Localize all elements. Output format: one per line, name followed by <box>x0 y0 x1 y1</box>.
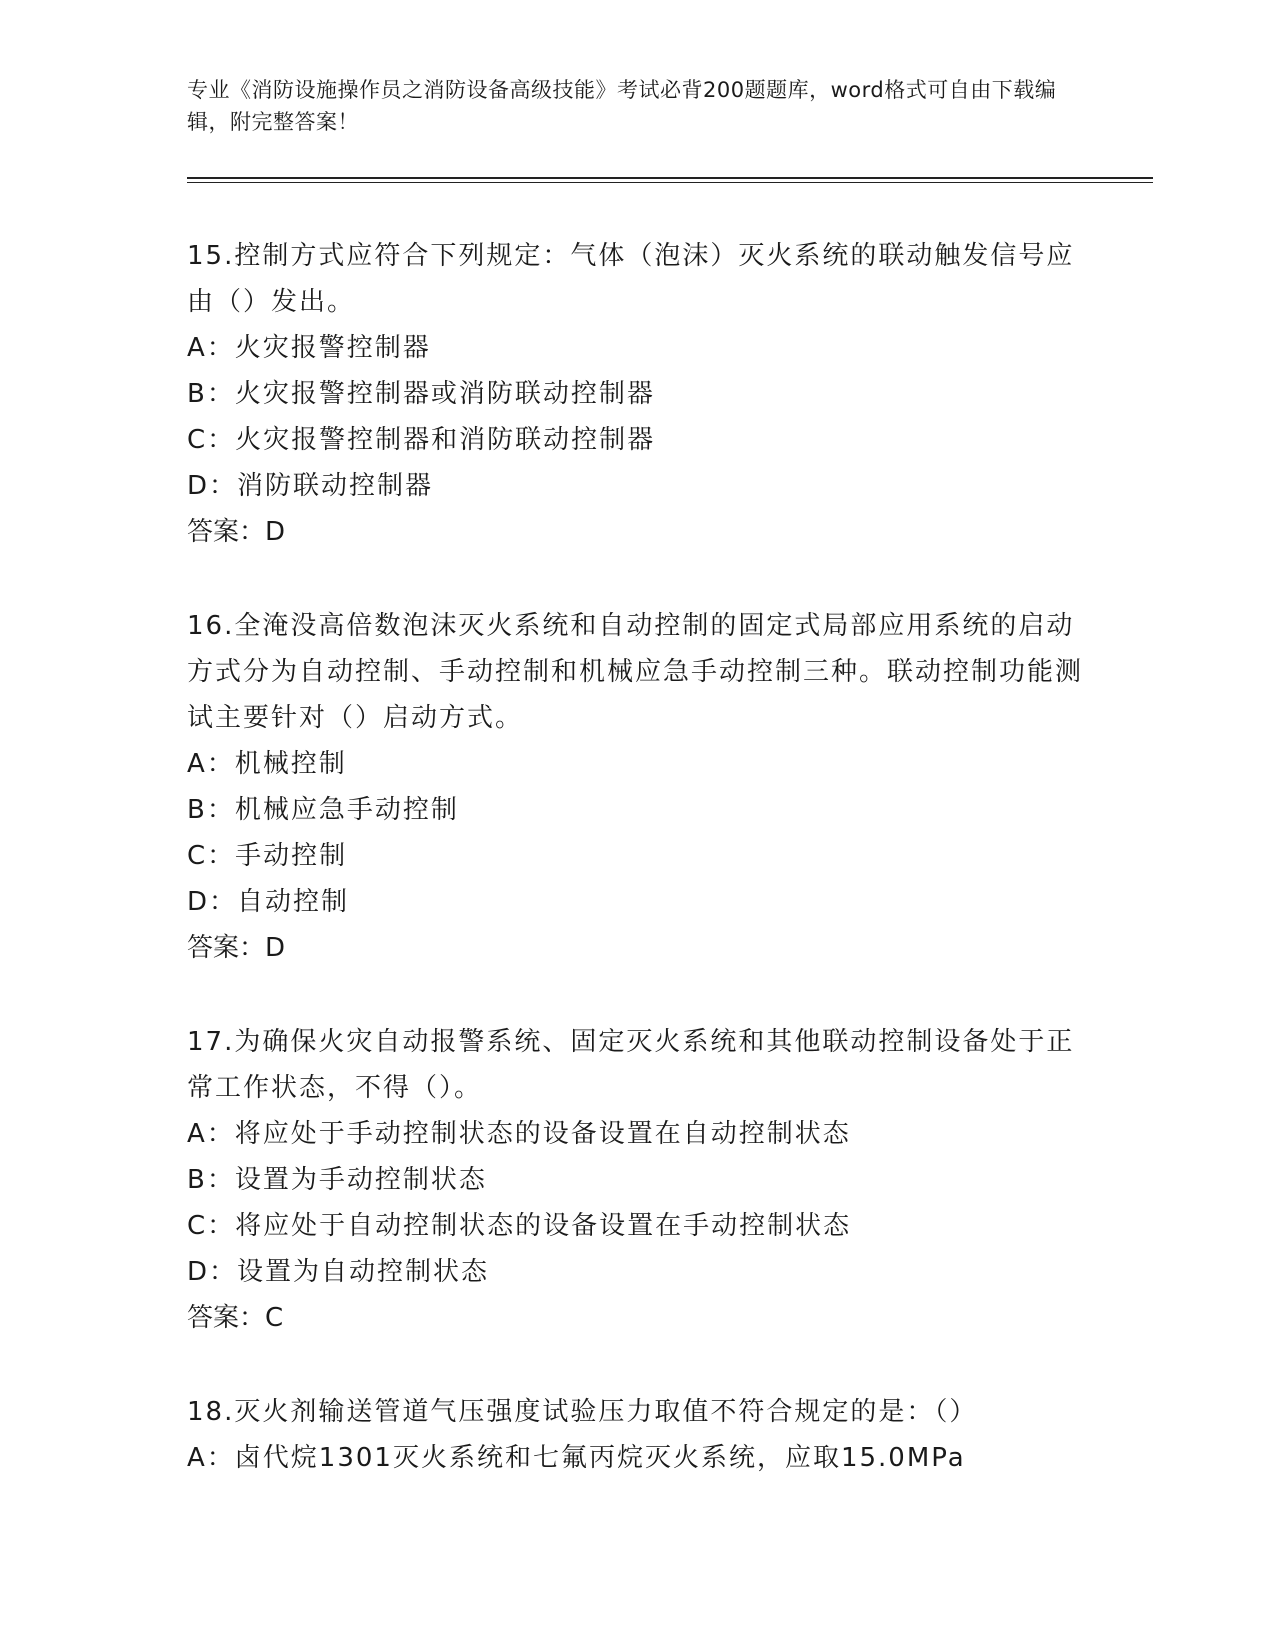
option-d: D：设置为自动控制状态 <box>187 1257 490 1287</box>
option-a: A：卤代烷1301灭火系统和七氟丙烷灭火系统，应取15.0MPa <box>187 1443 966 1473</box>
document-header <box>187 74 1087 138</box>
option-b: B：火灾报警控制器或消防联动控制器 <box>187 379 655 409</box>
option-c: C：将应处于自动控制状态的设备设置在手动控制状态 <box>187 1211 852 1241</box>
option-a: A：将应处于手动控制状态的设备设置在自动控制状态 <box>187 1119 851 1149</box>
question-18 <box>187 1389 1087 1481</box>
question-stem: 18.灭火剂输送管道气压强度试验压力取值不符合规定的是：（） <box>187 1397 978 1427</box>
question-stem: 16.全淹没高倍数泡沫灭火系统和自动控制的固定式局部应用系统的启动方式分为自动控制、手动控制和机械应急手动控制三种。联动控制功能测试主要针对（）启动方式。 <box>187 611 1084 733</box>
answer: 答案：C <box>187 1303 284 1333</box>
option-a: A：机械控制 <box>187 749 347 779</box>
question-stem: 15.控制方式应符合下列规定：气体（泡沫）灭火系统的联动触发信号应由（）发出。 <box>187 241 1075 317</box>
header-divider-thin <box>187 182 1153 183</box>
option-a: A：火灾报警控制器 <box>187 333 431 363</box>
question-stem: 17.为确保火灾自动报警系统、固定灭火系统和其他联动控制设备处于正常工作状态，不得（）。 <box>187 1027 1075 1103</box>
option-d: D：自动控制 <box>187 887 350 917</box>
option-b: B：设置为手动控制状态 <box>187 1165 487 1195</box>
question-17 <box>187 1019 1087 1341</box>
question-15 <box>187 233 1087 555</box>
answer: 答案：D <box>187 517 286 547</box>
header-divider-thick <box>187 177 1153 179</box>
answer: 答案：D <box>187 933 286 963</box>
option-c: C：火灾报警控制器和消防联动控制器 <box>187 425 656 455</box>
option-c: C：手动控制 <box>187 841 348 871</box>
question-list <box>187 233 1087 1529</box>
option-b: B：机械应急手动控制 <box>187 795 459 825</box>
header-title: 专业《消防设施操作员之消防设备高级技能》考试必背200题题库，word格式可自由下载编辑，附完整答案！ <box>187 78 1057 134</box>
question-16 <box>187 603 1087 971</box>
option-d: D：消防联动控制器 <box>187 471 434 501</box>
